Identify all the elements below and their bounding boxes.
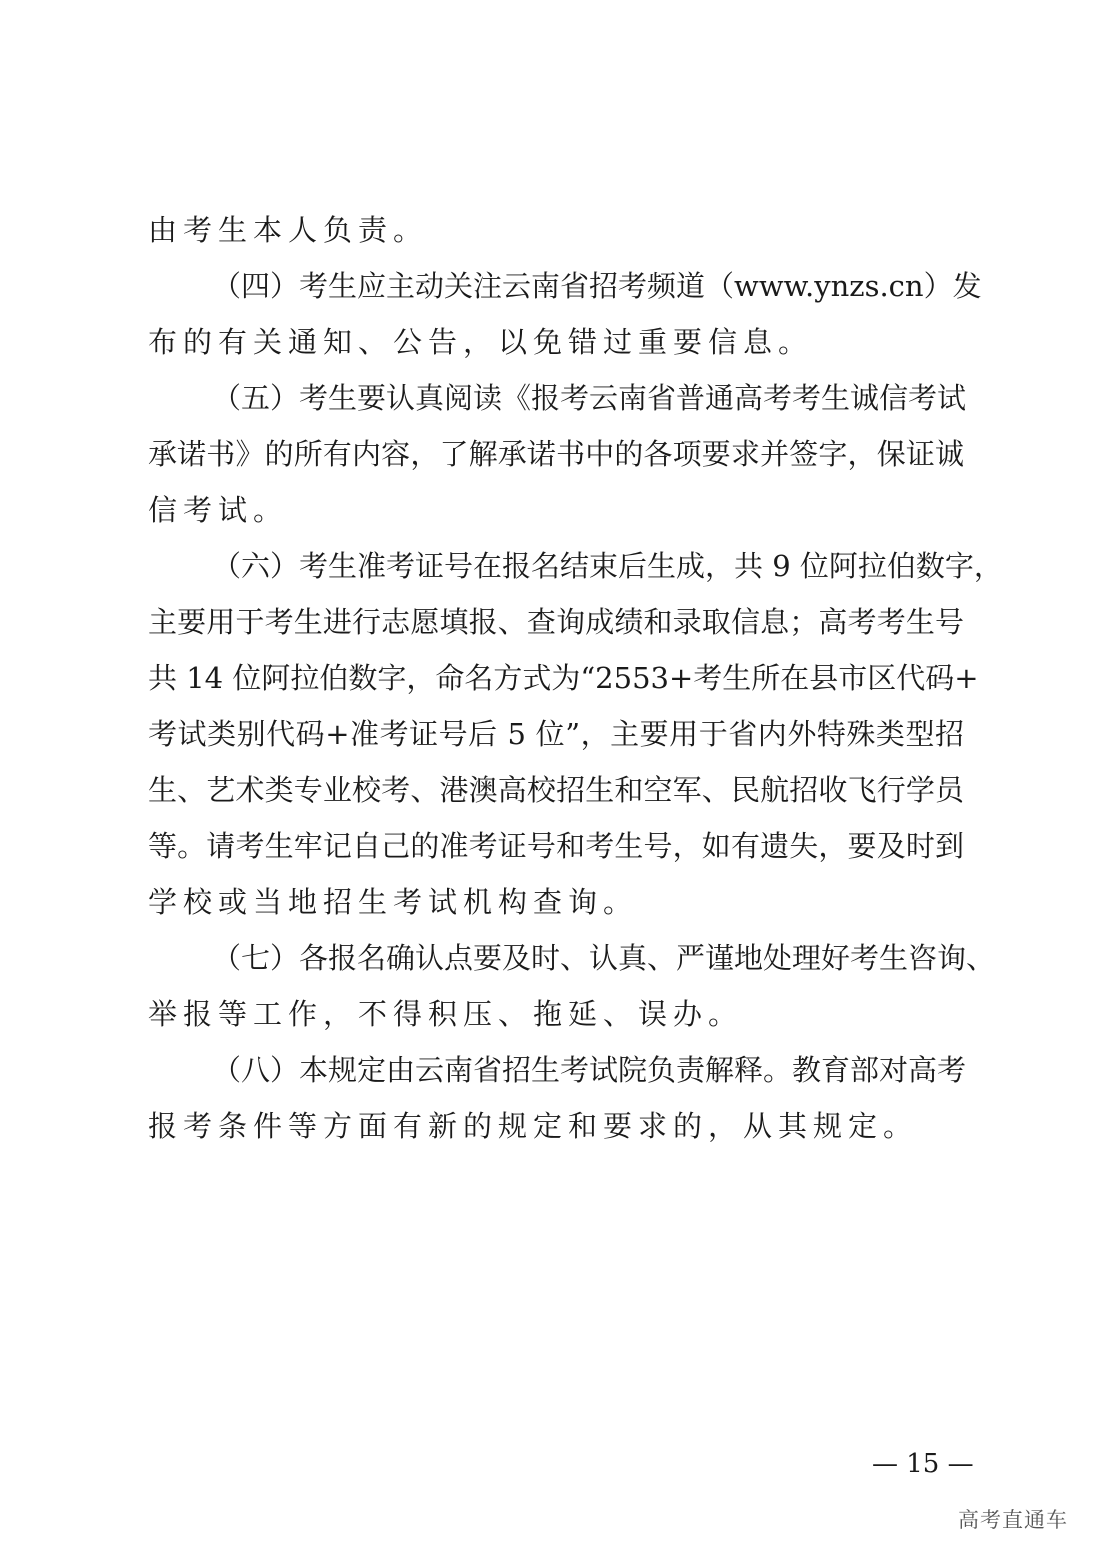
text-line-7: （六）考生准考证号在报名结束后生成，共 9 位阿拉伯数字， xyxy=(212,549,1003,583)
text-line-11: 生、艺术类专业校考、港澳高校招生和空军、民航招收飞行学员 xyxy=(148,773,964,807)
page-number: — 15 — xyxy=(872,1449,974,1479)
text-line-6: 信考试。 xyxy=(148,493,289,527)
text-line-8: 主要用于考生进行志愿填报、查询成绩和录取信息；高考考生号 xyxy=(148,605,964,639)
text-line-13: 学校或当地招生考试机构查询。 xyxy=(148,885,639,919)
text-line-17: 报考条件等方面有新的规定和要求的，从其规定。 xyxy=(148,1109,919,1143)
text-line-12: 等。请考生牢记自己的准考证号和考生号，如有遗失，要及时到 xyxy=(148,829,964,863)
text-line-4: （五）考生要认真阅读《报考云南省普通高考考生诚信考试 xyxy=(212,381,967,415)
text-line-10: 考试类别代码+准考证号后 5 位”，主要用于省内外特殊类型招 xyxy=(148,717,964,751)
text-line-16: （八）本规定由云南省招生考试院负责解释。教育部对高考 xyxy=(212,1053,967,1087)
text-line-14: （七）各报名确认点要及时、认真、严谨地处理好考生咨询、 xyxy=(212,941,996,975)
text-line-1: 由考生本人负责。 xyxy=(148,213,429,247)
text-line-5: 承诺书》的所有内容，了解承诺书中的各项要求并签字，保证诚 xyxy=(148,437,964,471)
text-line-15: 举报等工作，不得积压、拖延、误办。 xyxy=(148,997,744,1031)
watermark: 高考直通车 xyxy=(958,1508,1068,1532)
text-line-9: 共 14 位阿拉伯数字，命名方式为“2553+考生所在县市区代码+ xyxy=(148,661,979,695)
text-line-2: （四）考生应主动关注云南省招考频道（www.ynzs.cn）发 xyxy=(212,269,982,303)
text-line-3: 布的有关通知、公告，以免错过重要信息。 xyxy=(148,325,814,359)
